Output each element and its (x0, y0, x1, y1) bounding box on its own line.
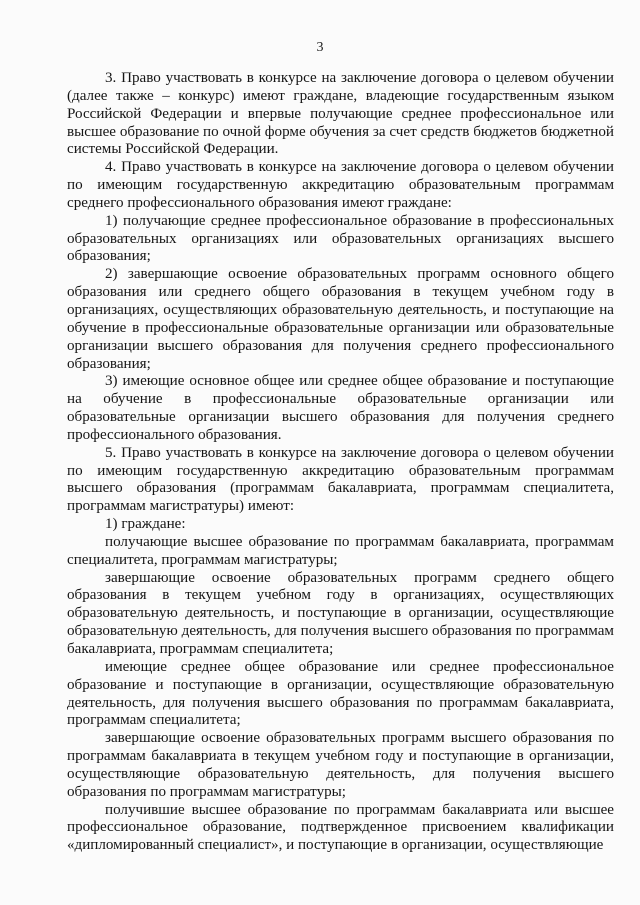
paragraph-clause-4: 4. Право участвовать в конкурсе на заключение договора о целевом обучении по имеющим государственную аккредитацию образовательным программам среднего профессионального образования имеют граждане: (67, 159, 614, 211)
paragraph-clause-4-item-1: 1) получающие среднее профессиональное образование в профессиональных образовательных организациях или образовательных организациях высшего образования; (67, 212, 614, 265)
paragraph-citizens-graduated: получившие высшее образование по программам бакалавриата или высшее профессиональное образование, подтвержденное присвоением квалификации «дипломированный специалист», и поступающие в организации, осуществляющие (67, 801, 614, 854)
paragraph-clause-5-item-1: 1) граждане: (105, 516, 186, 533)
paragraph-clause-4-item-2: 2) завершающие освоение образовательных программ основного общего образования или среднего общего образования в текущем учебном году в организациях, осуществляющих образовательную деятельность, и поступающие на обучение в профессиональные образовательные организации или образовательные организации высшего образования для получения среднего профессионального образования; (67, 266, 614, 372)
paragraph-citizens-with-secondary: имеющие среднее общее образование или среднее профессиональное образование и поступающие в организации, осуществляющие образовательную деятельность, для получения высшего образования по программам бакалавриата, программам специалитета; (67, 658, 614, 729)
paragraph-clause-4-item-3: 3) имеющие основное общее или среднее общее образование и поступающие на обучение в профессиональные образовательные организации или образовательные организации высшего образования для получения среднего профессионального образования. (67, 373, 614, 443)
paragraph-clause-3: 3. Право участвовать в конкурсе на заключение договора о целевом обучении (далее также – конкурс) имеют граждане, владеющие государственным языком Российской Федерации и впервые получающие среднее профессиональное или высшее образование по очной форме обучения за счет средств бюджетов бюджетной системы Российской Федерации. (67, 70, 614, 158)
paragraph-citizens-completing-secondary: завершающие освоение образовательных программ среднего общего образования в текущем учебном году в организациях, осуществляющих образовательную деятельность, и поступающие в организации, осуществляющие образовательную деятельность, для получения высшего образования по программам бакалавриата, программам специалитета; (67, 569, 614, 657)
document-body (67, 70, 614, 855)
paragraph-citizens-studying: получающие высшее образование по программам бакалавриата, программам специалитета, программам магистратуры; (67, 533, 614, 568)
paragraph-citizens-completing-bachelor: завершающие освоение образовательных программ высшего образования по программам бакалавриата в текущем учебном году и поступающие в организации, осуществляющие образовательную деятельность, для получения высшего образования по программам магистратуры; (67, 730, 614, 800)
paragraph-clause-5: 5. Право участвовать в конкурсе на заключение договора о целевом обучении по имеющим государственную аккредитацию образовательным программам высшего образования (программам бакалавриата, программам специалитета, программам магистратуры) имеют: (67, 444, 614, 515)
page-number: 3 (316, 40, 324, 55)
